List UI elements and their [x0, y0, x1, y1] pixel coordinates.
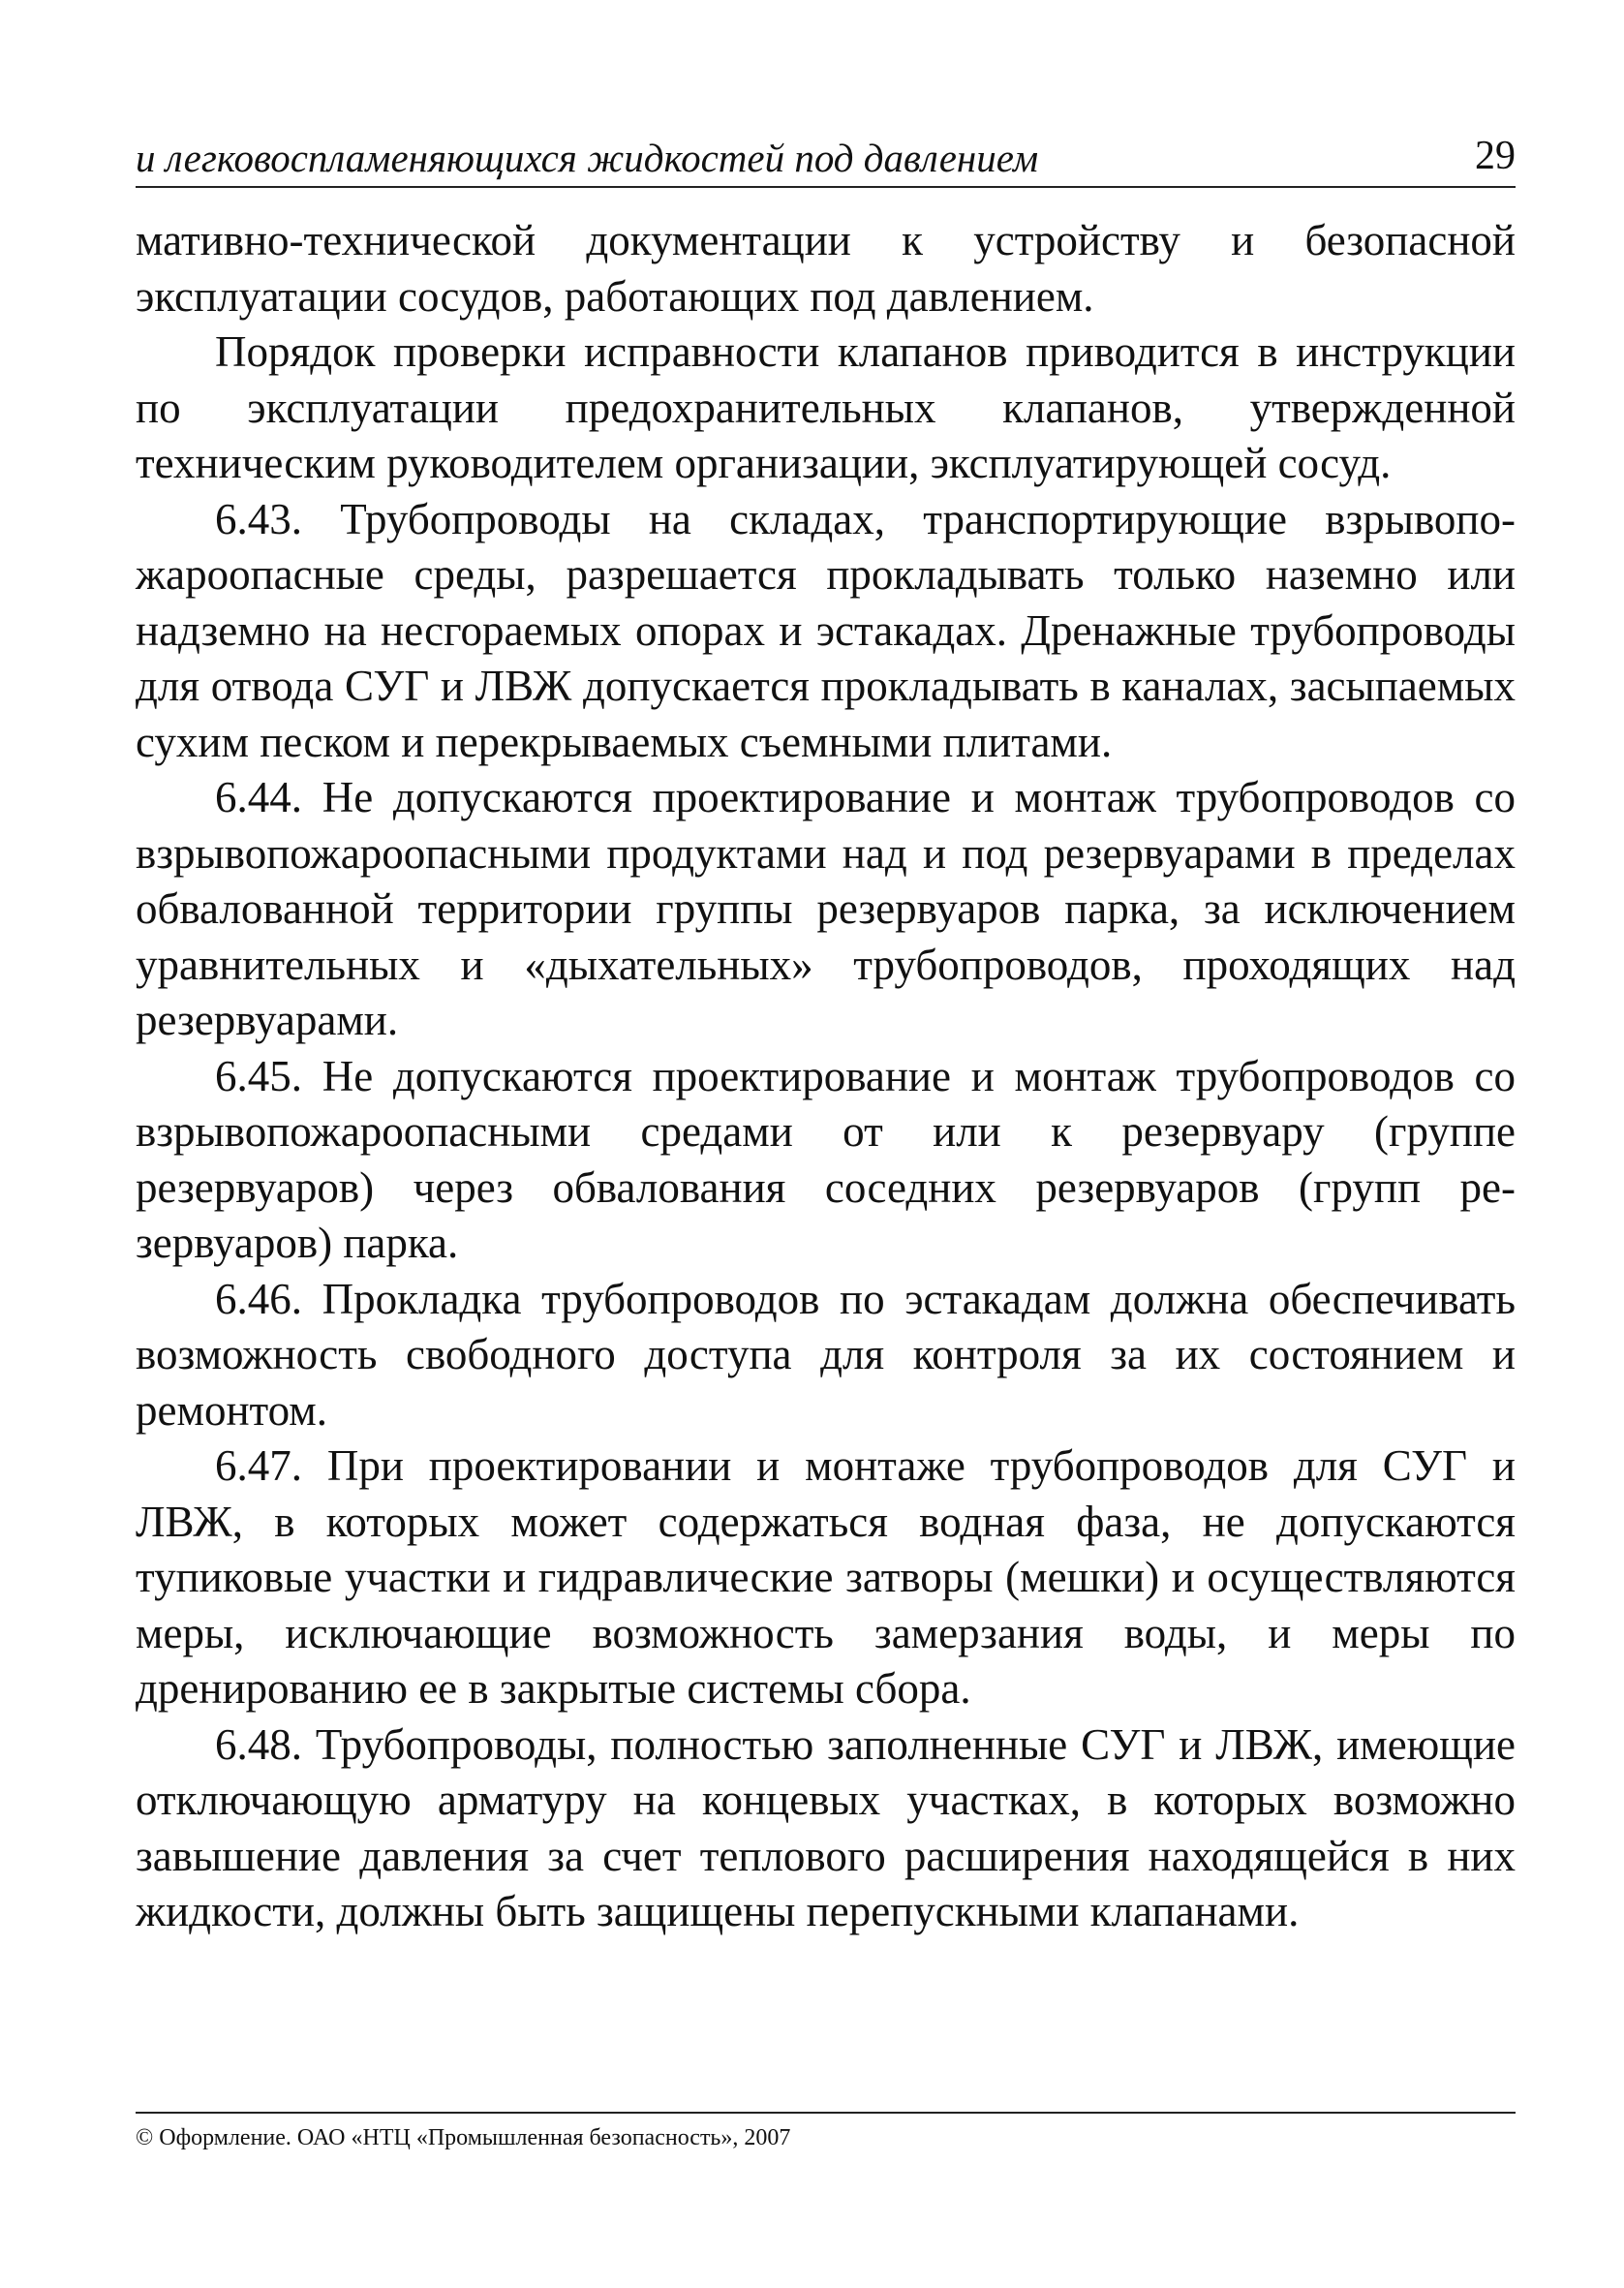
footer-copyright: © Оформление. ОАО «НТЦ «Промышленная безопасность», 2007: [136, 2125, 791, 2150]
paragraph-6-45: 6.45. Не допускаются проектирование и монтаж трубопроводов со взрывопожароопасными средами от или к резервуару (группе резервуаров) через обвалования соседних резервуаров (групп резервуаров) парка.: [136, 1051, 1516, 1267]
paragraph-continued: мативно-технической документации к устройству и безопасной эксплуатации сосудов, работающих под давлением.: [136, 216, 1516, 321]
body-text: [136, 213, 1516, 1940]
page-number: 29: [1475, 134, 1516, 178]
paragraph-6-46: 6.46. Прокладка трубопроводов по эстакадам должна обеспечивать возможность свободного доступа для контроля за их состоянием и ремонтом.: [136, 1274, 1516, 1435]
paragraph-6-44: 6.44. Не допускаются проектирование и монтаж трубопроводов со взрывопожароопасными продуктами над и под резервуарами в пределах обвалованной территории группы резервуаров парка, за исключением уравнительных и «дыхательных» трубопроводов, проходящих над резервуарами.: [136, 773, 1516, 1044]
paragraph-6-47: 6.47. При проектировании и монтаже трубопроводов для СУГ и ЛВЖ, в которых может содержаться водная фаза, не допускаются тупиковые участки и гидравлические затворы (мешки) и осуществляются меры, исключающие возможность замерзания воды, и меры по дренированию ее в закрытые системы сбора.: [136, 1441, 1516, 1713]
running-header: [136, 126, 1516, 188]
paragraph-valve-check: Порядок проверки исправности клапанов приводится в инструкции по эксплуатации предохранительных клапанов, утвержденной техническим руководителем организации, эксплуатирующей сосуд.: [136, 327, 1516, 487]
document-page: [136, 126, 1516, 2150]
footer-rule: [136, 2112, 1516, 2114]
paragraph-6-48: 6.48. Трубопроводы, полностью заполненные СУГ и ЛВЖ, имеющие отключающую арматуру на концевых участках, в которых возможно завышение давления за счет теплового расширения находящейся в них жидкости, должны быть защищены перепускными клапанами.: [136, 1719, 1516, 1935]
paragraph-6-43: 6.43. Трубопроводы на складах, транспортирующие взрывопожароопасные среды, разрешается прокладывать только наземно или надземно на несгораемых опорах и эстакадах. Дренажные трубопроводы для отвода СУГ и ЛВЖ допускается прокладывать в каналах, засыпаемых сухим песком и перекрываемых съемными плитами.: [136, 494, 1516, 766]
running-header-title: и легковоспламеняющихся жидкостей под давлением: [136, 136, 1039, 180]
